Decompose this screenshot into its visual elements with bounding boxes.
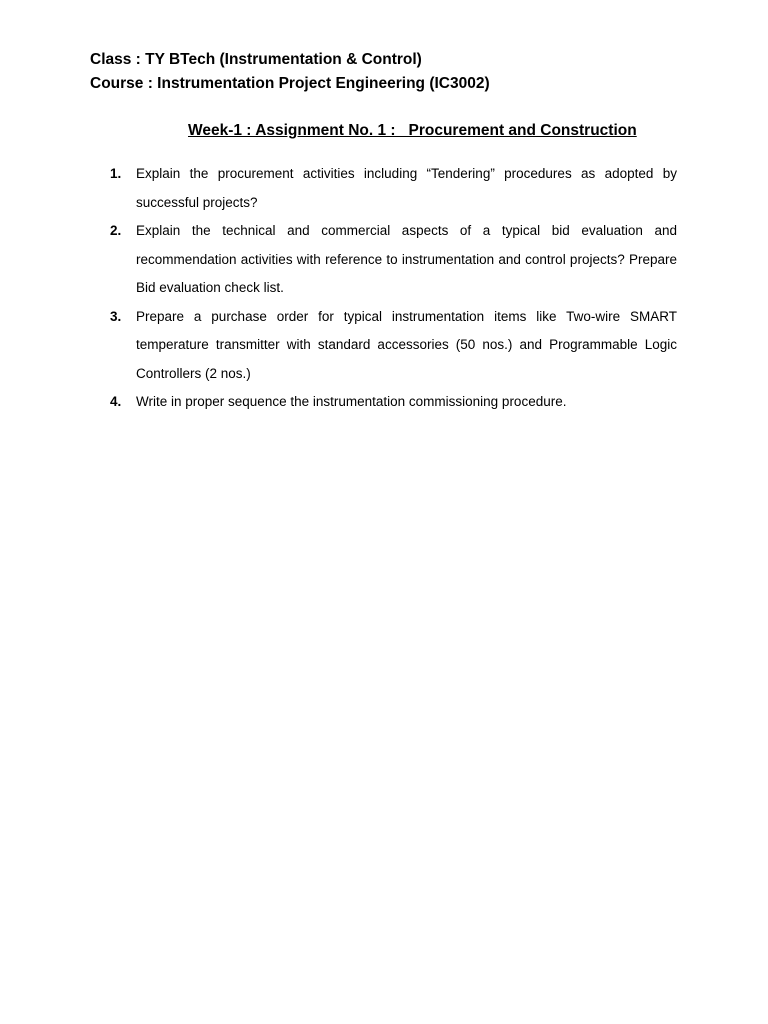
- question-text: Explain the technical and commercial aspects of a typical bid evaluation and recommendation activities with reference to instrumentation and control projects? Prepare Bid evaluation check list.: [136, 223, 677, 295]
- question-list: [110, 160, 677, 417]
- question-number: 3.: [110, 308, 122, 324]
- question-item: [110, 388, 677, 417]
- question-number: 2.: [110, 223, 122, 238]
- question-number: 4.: [110, 394, 122, 409]
- question-text: Prepare a purchase order for typical instrumentation items like Two-wire SMART temperature transmitter with standard accessories (50 nos.) and Programmable Logic Controllers (2 nos.): [136, 308, 677, 381]
- document-header: [90, 48, 710, 96]
- class-line: Class : TY BTech (Instrumentation & Control): [90, 51, 422, 68]
- question-item: [110, 160, 677, 217]
- question-item: [110, 303, 677, 389]
- assignment-title: Week-1 : Assignment No. 1 : Procurement and Construction: [188, 122, 637, 139]
- course-line: Course : Instrumentation Project Engineering (IC3002): [90, 75, 490, 92]
- question-number: 1.: [110, 166, 122, 181]
- question-item: [110, 217, 677, 303]
- question-text: Explain the procurement activities including “Tendering” procedures as adopted by successful projects?: [136, 166, 677, 210]
- question-text: Write in proper sequence the instrumentation commissioning procedure.: [136, 394, 567, 409]
